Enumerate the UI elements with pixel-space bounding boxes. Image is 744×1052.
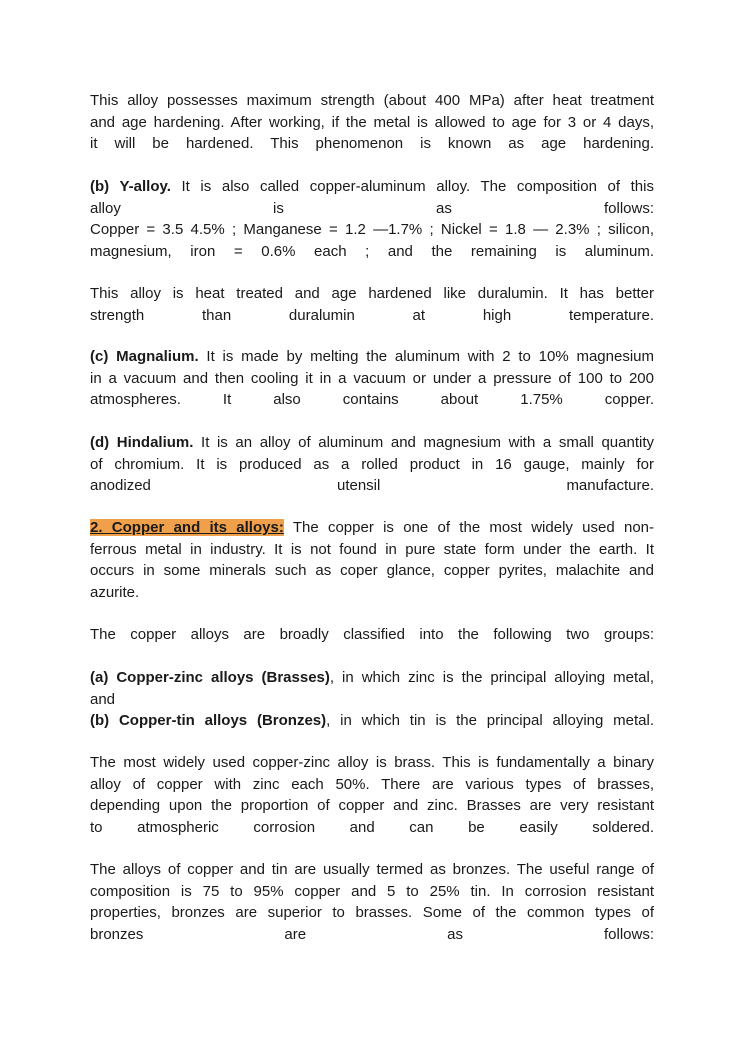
paragraph-copper xyxy=(90,517,654,603)
paragraph-age-hardening xyxy=(90,90,654,155)
text-line: magnesium, iron = 0.6% each ; and the remaining is aluminum. xyxy=(90,242,654,260)
heading-hindalium: (d) Hindalium. xyxy=(90,434,194,451)
text-line: composition is 75 to 95% copper and 5 to 25% tin. In corrosion resistant xyxy=(90,882,654,900)
text-line: 2. Copper and its alloys: The copper is one of the most widely used non- xyxy=(90,519,654,536)
text-line: Copper = 3.5 4.5% ; Manganese = 1.2 —1.7% ; Nickel = 1.8 — 2.3% ; silicon, xyxy=(90,221,654,238)
text-line: (c) Magnalium. It is made by melting the aluminum with 2 to 10% magnesium xyxy=(90,348,654,365)
heading-brasses: (a) Copper-zinc alloys (Brasses) xyxy=(90,669,330,686)
text-line: bronzes are as follows: xyxy=(90,925,654,943)
text-line: and xyxy=(90,690,116,708)
paragraph-hindalium xyxy=(90,432,654,497)
text-line: to atmospheric corrosion and can be easily soldered. xyxy=(90,818,654,836)
text-line: alloy is as follows: xyxy=(90,199,654,217)
heading-magnalium: (c) Magnalium. xyxy=(90,348,199,365)
text-line: of chromium. It is produced as a rolled product in 16 gauge, mainly for xyxy=(90,455,654,473)
text-line: and age hardening. After working, if the metal is allowed to age for 3 or 4 days, xyxy=(90,113,654,131)
paragraph-brass xyxy=(90,752,654,838)
paragraph-y-alloy xyxy=(90,176,654,262)
paragraph-groups xyxy=(90,667,654,732)
text-line: occurs in some minerals such as coper glance, copper pyrites, malachite and xyxy=(90,562,654,579)
text-line: (b) Copper-tin alloys (Bronzes), in which tin is the principal alloying metal. xyxy=(90,712,654,729)
text-line: anodized utensil manufacture. xyxy=(90,477,654,494)
text-line: (b) Y-alloy. It is also called copper-aluminum alloy. The composition of this xyxy=(90,178,654,195)
paragraph-classification xyxy=(90,624,654,646)
text-line: properties, bronzes are superior to brasses. Some of the common types of xyxy=(90,904,654,921)
heading-bronzes: (b) Copper-tin alloys (Bronzes) xyxy=(90,712,327,729)
text-line: This alloy possesses maximum strength (about 400 MPa) after heat treatment xyxy=(90,92,654,109)
text-line: (a) Copper-zinc alloys (Brasses), in which zinc is the principal alloying metal, xyxy=(90,669,654,686)
text-line: depending upon the proportion of copper and zinc. Brasses are very resistant xyxy=(90,797,654,814)
text-line: ferrous metal in industry. It is not found in pure state form under the earth. It xyxy=(90,540,654,558)
text-line: alloy of copper with zinc each 50%. There are various types of brasses, xyxy=(90,775,654,793)
text-line: it will be hardened. This phenomenon is known as age hardening. xyxy=(90,135,654,152)
text-line: The alloys of copper and tin are usually termed as bronzes. The useful range of xyxy=(90,861,654,878)
text-line: in a vacuum and then cooling it in a vacuum or under a pressure of 100 to 200 xyxy=(90,369,654,387)
text-line: strength than duralumin at high temperature. xyxy=(90,306,654,324)
text-line: atmospheres. It also contains about 1.75% copper. xyxy=(90,391,654,408)
text-line: This alloy is heat treated and age hardened like duralumin. It has better xyxy=(90,285,654,302)
text-line: The copper alloys are broadly classified into the following two groups: xyxy=(90,626,654,643)
paragraph-bronze xyxy=(90,859,654,945)
text-line: azurite. xyxy=(90,583,140,601)
paragraph-magnalium xyxy=(90,346,654,411)
paragraph-heat-treated xyxy=(90,283,654,326)
heading-y-alloy: (b) Y-alloy. xyxy=(90,178,171,195)
text-line: (d) Hindalium. It is an alloy of aluminum and magnesium with a small quantity xyxy=(90,434,654,451)
text-line: The most widely used copper-zinc alloy is brass. This is fundamentally a binary xyxy=(90,754,654,771)
highlighted-heading-copper: 2. Copper and its alloys: xyxy=(90,519,284,536)
